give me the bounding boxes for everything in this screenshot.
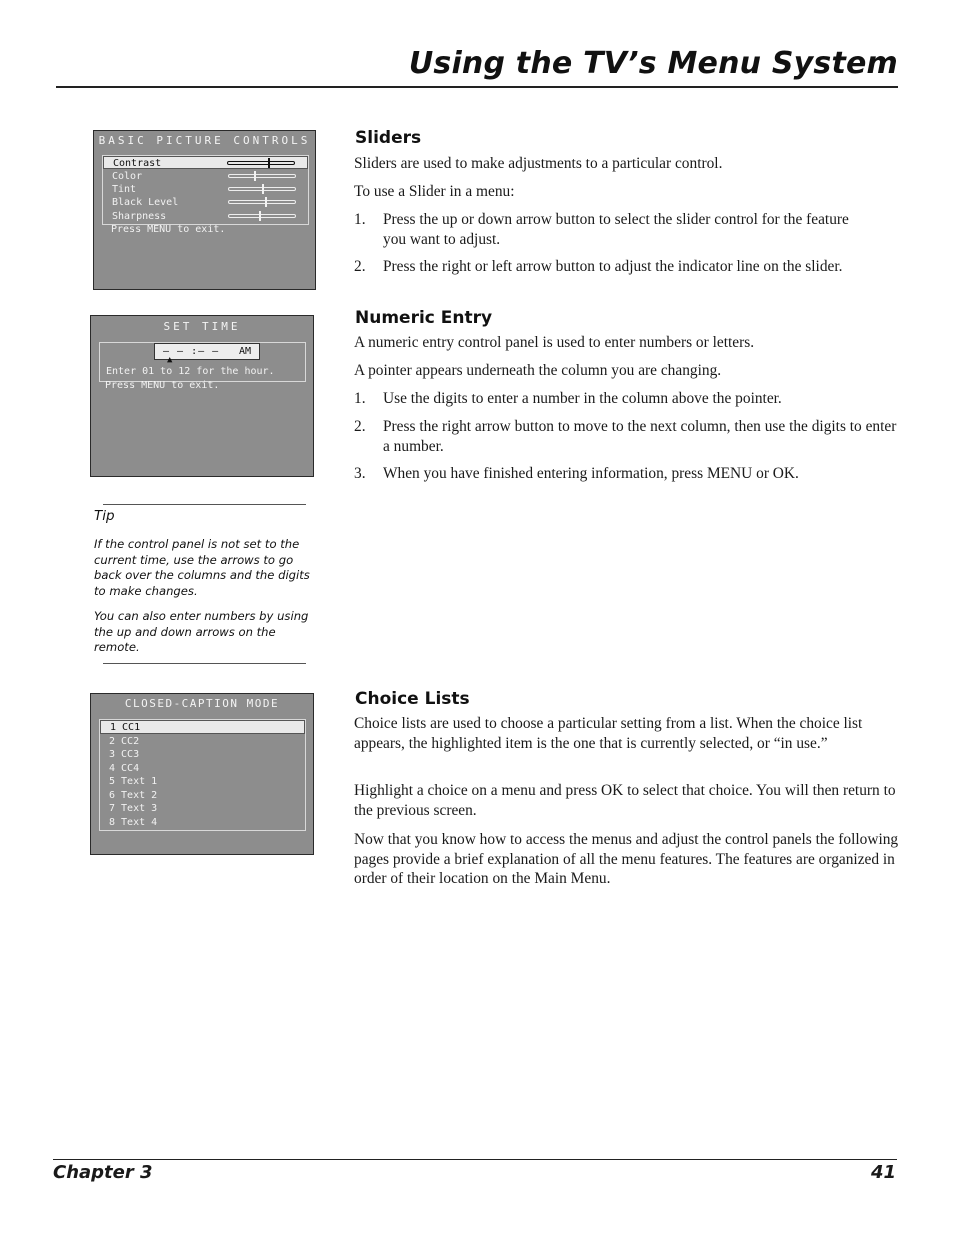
- list-item[interactable]: 8 Text 4: [109, 817, 158, 828]
- choice-paragraph: Now that you know how to access the menus and adjust the control panels the following pages provide a brief explanation of all the menu features. The features are organized in order of their location on the Main Menu.: [354, 831, 899, 887]
- tip-paragraph: If the control panel is not set to the current time, use the arrows to go back over the columns and the digits to make changes.: [94, 537, 310, 598]
- slider-label: Tint: [112, 184, 137, 195]
- step-number: 3.: [354, 465, 366, 482]
- contrast-slider[interactable]: [227, 161, 295, 165]
- sliders-step: Press the up or down arrow button to select the slider control for the feature you want to adjust.: [383, 211, 849, 248]
- sliders-step: Press the right or left arrow button to adjust the indicator line on the slider.: [383, 258, 843, 275]
- closed-caption-mode-screen: [90, 693, 314, 855]
- step-number: 1.: [354, 390, 366, 407]
- slider-label: Color: [112, 171, 143, 182]
- list-item[interactable]: 3 CC3: [109, 749, 140, 760]
- footer-chapter: Chapter 3: [53, 1162, 153, 1183]
- list-item[interactable]: 5 Text 1: [109, 776, 158, 787]
- exit-note: Press MENU to exit.: [105, 380, 220, 391]
- slider-indicator: [268, 158, 270, 168]
- slider-label: Contrast: [113, 158, 162, 169]
- set-time-screen: [90, 315, 314, 477]
- list-item[interactable]: 6 Text 2: [109, 790, 158, 801]
- list-item[interactable]: 1 CC1: [100, 720, 305, 734]
- screen-title: CLOSED-CAPTION MODE: [124, 697, 280, 710]
- tint-slider[interactable]: [228, 187, 296, 191]
- sharpness-slider[interactable]: [228, 214, 296, 218]
- screen-title: SET TIME: [163, 320, 241, 333]
- numeric-entry-heading: Numeric Entry: [355, 308, 493, 328]
- step-number: 1.: [354, 211, 366, 228]
- sliders-heading: Sliders: [355, 128, 422, 148]
- basic-picture-controls-screen: [93, 130, 316, 290]
- page-title: Using the TV’s Menu System: [408, 46, 898, 81]
- footer-rule: [53, 1159, 897, 1160]
- slider-label: Black Level: [112, 197, 179, 208]
- tip-heading: Tip: [94, 508, 115, 524]
- list-item[interactable]: 2 CC2: [109, 736, 140, 747]
- choice-lists-heading: Choice Lists: [355, 689, 470, 709]
- column-pointer-icon: ▲: [167, 355, 173, 365]
- black-level-slider[interactable]: [228, 200, 296, 204]
- sliders-lead: To use a Slider in a menu:: [354, 183, 515, 200]
- tip-paragraph: You can also enter numbers by using the up and down arrows on the remote.: [94, 609, 309, 654]
- slider-row-black-level[interactable]: [103, 196, 308, 209]
- slider-indicator: [259, 211, 261, 221]
- list-item[interactable]: 4 CC4: [109, 763, 140, 774]
- numeric-intro: A numeric entry control panel is used to enter numbers or letters.: [354, 334, 755, 351]
- ampm-value: AM: [238, 346, 251, 357]
- page-number: 41: [870, 1162, 896, 1183]
- header-rule: [56, 86, 898, 88]
- hour-hint: Enter 01 to 12 for the hour.: [106, 366, 275, 377]
- slider-indicator: [265, 197, 267, 207]
- slider-row-contrast[interactable]: [103, 156, 308, 169]
- numeric-step: Press the right arrow button to move to the next column, then use the digits to enter a number.: [383, 418, 897, 455]
- numeric-step: Use the digits to enter a number in the column above the pointer.: [383, 390, 782, 407]
- tip-bottom-rule: [103, 663, 306, 664]
- slider-indicator: [254, 171, 256, 181]
- time-entry-panel: [99, 342, 306, 382]
- step-number: 2.: [354, 418, 366, 435]
- slider-row-color[interactable]: [103, 170, 308, 183]
- exit-note: Press MENU to exit.: [111, 224, 226, 235]
- tip-top-rule: [103, 504, 306, 505]
- color-slider[interactable]: [228, 174, 296, 178]
- list-item[interactable]: 7 Text 3: [109, 803, 158, 814]
- choice-paragraph: Highlight a choice on a menu and press OK to select that choice. You will then return to the previous screen.: [354, 782, 896, 819]
- slider-label: Sharpness: [112, 211, 167, 222]
- slider-row-tint[interactable]: [103, 183, 308, 196]
- caption-choice-list: [99, 719, 306, 831]
- time-value: — — :— —: [163, 346, 220, 357]
- slider-row-sharpness[interactable]: [103, 210, 308, 223]
- numeric-lead: A pointer appears underneath the column you are changing.: [354, 362, 722, 379]
- sliders-intro: Sliders are used to make adjustments to a particular control.: [354, 155, 723, 172]
- slider-list: [102, 155, 309, 225]
- choice-paragraph: Choice lists are used to choose a particular setting from a list. When the choice list appears, the highlighted item is the one that is currently selected, or “in use.”: [354, 715, 863, 752]
- screen-title: BASIC PICTURE CONTROLS: [98, 134, 311, 147]
- numeric-step: When you have finished entering information, press MENU or OK.: [383, 465, 799, 482]
- slider-indicator: [262, 184, 264, 194]
- step-number: 2.: [354, 258, 366, 275]
